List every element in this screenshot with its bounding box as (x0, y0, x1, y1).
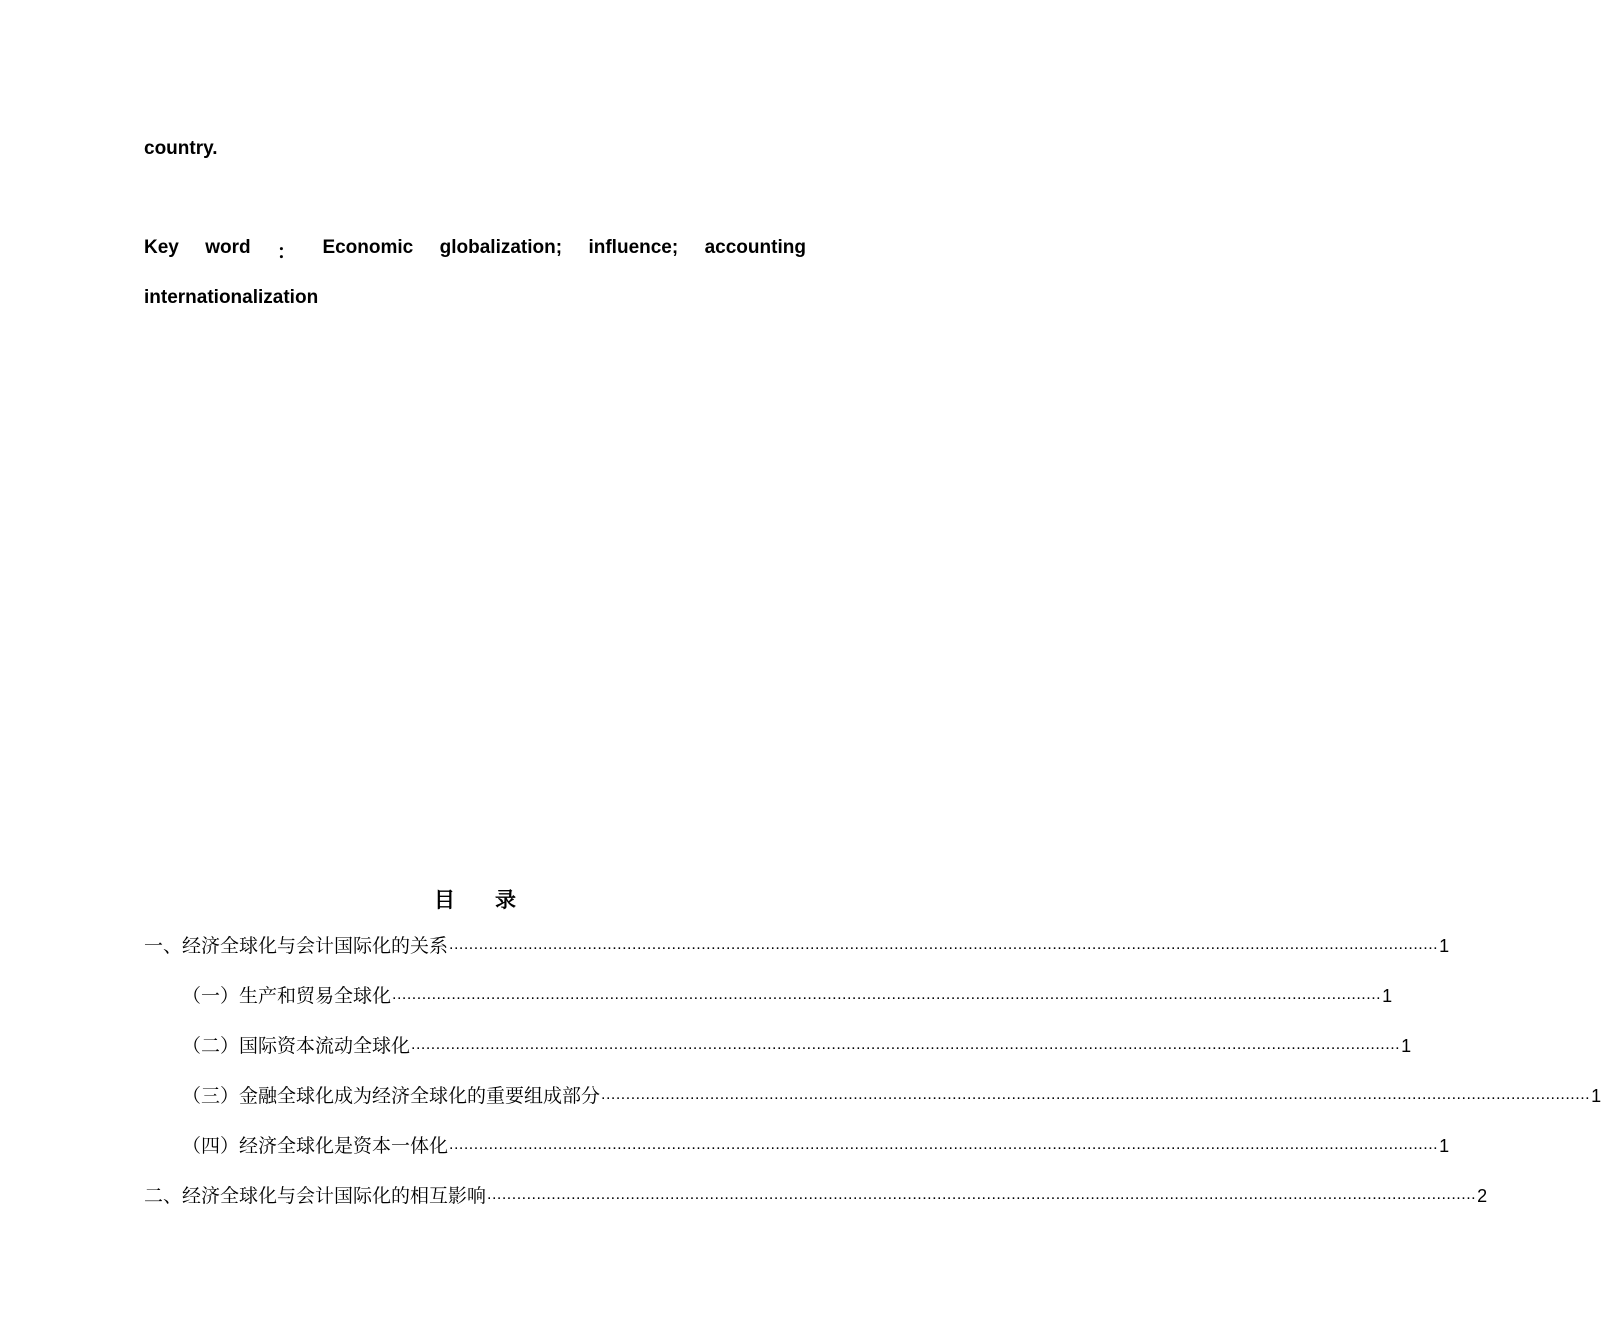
toc-leader: ........................................................................................................................................................................................................ (601, 1086, 1591, 1103)
keyword-word: accounting (704, 237, 806, 258)
toc-leader: ........................................................................................................................................................................................................ (392, 986, 1382, 1003)
keyword-word: influence; (588, 237, 679, 258)
toc-entry-label: （一）生产和贸易全球化 (182, 985, 392, 1007)
toc-entry-label: （二）国际资本流动全球化 (182, 1035, 411, 1057)
toc-leader: ........................................................................................................................................................................................................ (449, 1136, 1439, 1153)
keywords-line (144, 237, 806, 264)
toc-entry[interactable] (182, 1132, 1450, 1158)
toc-leader: ........................................................................................................................................................................................................ (411, 1036, 1401, 1053)
toc-entry-label: 一、经济全球化与会计国际化的关系 (144, 935, 449, 957)
toc-title-char: 目 (434, 888, 455, 912)
toc-title (0, 884, 950, 914)
toc-entry[interactable] (144, 932, 1450, 958)
toc-entry-label: （四）经济全球化是资本一体化 (182, 1135, 449, 1157)
toc-page-number: 1 (1439, 936, 1450, 956)
toc-entry[interactable] (182, 1082, 1601, 1108)
toc-page-number: 2 (1477, 1186, 1488, 1206)
toc-page-number: 1 (1382, 986, 1393, 1006)
keyword-word: globalization; (439, 237, 563, 258)
toc-entry-label: 二、经济全球化与会计国际化的相互影响 (144, 1185, 487, 1207)
toc-entry-label: （三）金融全球化成为经济全球化的重要组成部分 (182, 1085, 601, 1107)
toc-title-char: 录 (495, 888, 516, 912)
toc-leader: ........................................................................................................................................................................................................ (487, 1186, 1477, 1203)
toc-entry[interactable] (144, 1182, 1488, 1208)
keyword-word: word (205, 237, 251, 258)
toc-entry[interactable] (182, 982, 1393, 1008)
toc-page-number: 1 (1401, 1036, 1412, 1056)
toc-entry[interactable] (182, 1032, 1412, 1058)
keyword-word: Economic (322, 237, 414, 258)
toc-leader: ........................................................................................................................................................................................................ (449, 936, 1439, 953)
keyword-word: Key (144, 237, 179, 258)
keyword-word: ： (277, 242, 297, 263)
toc-page-number: 1 (1591, 1086, 1601, 1106)
abstract-line-end: country. (144, 138, 218, 159)
toc-page-number: 1 (1439, 1136, 1450, 1156)
keywords-continuation: internationalization (144, 287, 319, 308)
